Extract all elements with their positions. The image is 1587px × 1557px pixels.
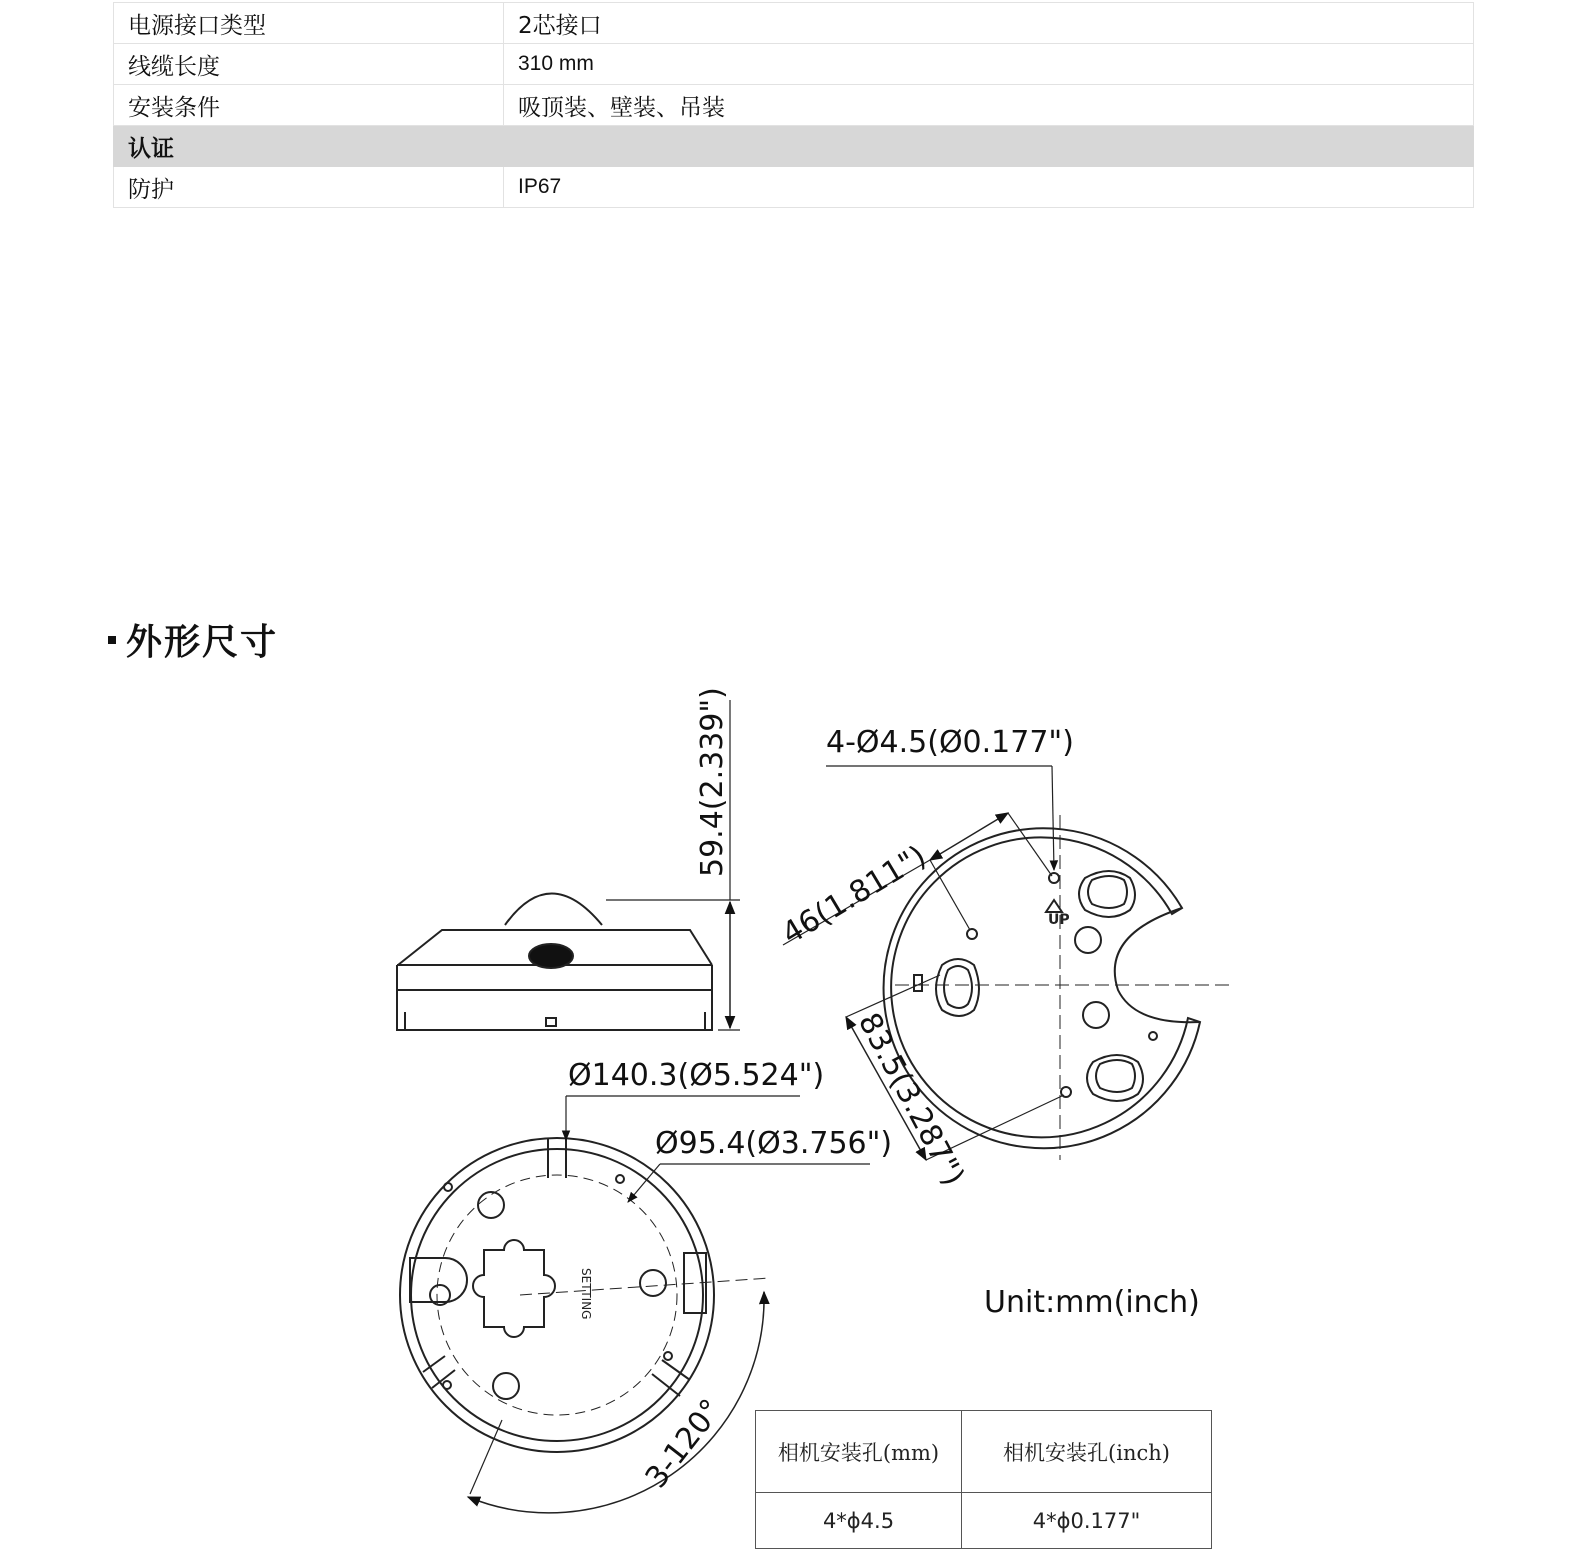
spacing-46-dimension: 46(1.811")	[776, 838, 933, 952]
up-label: UP	[1048, 912, 1070, 928]
outer-diameter-dimension: Ø140.3(Ø5.524")	[568, 1058, 825, 1093]
spec-value: 310 mm	[504, 44, 1474, 85]
mount-plate-view	[783, 766, 1235, 1160]
spec-section-title: 认证	[114, 126, 1474, 167]
angle-dimension: 3-120°	[638, 1392, 730, 1495]
spec-value: IP67	[504, 167, 1474, 208]
setting-label: SETTING	[579, 1268, 593, 1320]
table-cell: 4*ɸ0.177"	[962, 1493, 1212, 1549]
section-heading-text: 外形尺寸	[126, 622, 279, 663]
table-row	[756, 1411, 1212, 1493]
spec-value: 吸顶装、壁装、吊装	[504, 85, 1474, 126]
spec-key: 防护	[114, 167, 504, 208]
hole-dimension: 4-Ø4.5(Ø0.177")	[826, 725, 1074, 760]
height-dimension: 59.4(2.339")	[695, 687, 730, 877]
table-cell: 4*ɸ4.5	[756, 1493, 962, 1549]
spec-value: 2芯接口	[504, 3, 1474, 44]
spec-key: 电源接口类型	[114, 3, 504, 44]
table-header: 相机安装孔(inch)	[962, 1411, 1212, 1493]
spacing-83-dimension: 83.5(3.287")	[850, 1007, 971, 1192]
spec-key: 线缆长度	[114, 44, 504, 85]
mounting-hole-table	[755, 1410, 1212, 1549]
table-header: 相机安装孔(mm)	[756, 1411, 962, 1493]
spec-key: 安装条件	[114, 85, 504, 126]
side-view	[397, 700, 740, 1030]
table-row	[756, 1493, 1212, 1549]
inner-diameter-dimension: Ø95.4(Ø3.756")	[655, 1126, 893, 1161]
unit-label: Unit:mm(inch)	[984, 1285, 1200, 1320]
